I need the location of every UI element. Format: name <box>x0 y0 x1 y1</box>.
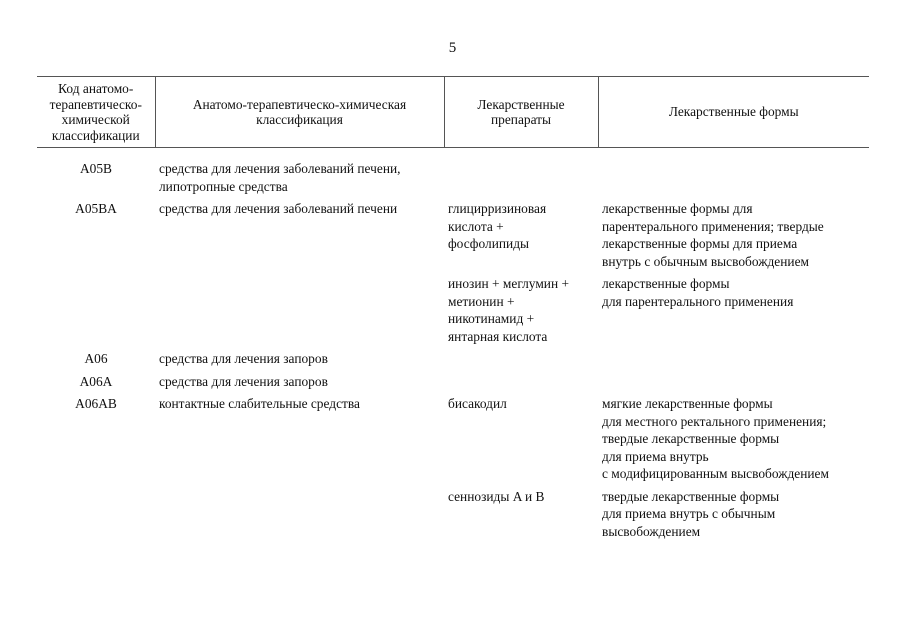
drug-classification-table <box>37 76 869 545</box>
atc-code-cell: A06 <box>84 351 108 366</box>
dosage-form-cell <box>598 148 869 201</box>
page-number: 5 <box>448 40 457 56</box>
table-header <box>37 77 869 148</box>
table-row <box>37 488 869 546</box>
classification-cell: средства для лечения заболеваний печени <box>159 201 398 216</box>
drug-cell: инозин + меглумин + метионин + никотинамид + янтарная кислота <box>448 276 570 344</box>
atc-code-cell <box>37 275 155 350</box>
classification-cell <box>155 275 444 350</box>
drug-cell: сеннозиды A и B <box>448 488 545 504</box>
drug-cell <box>444 373 598 396</box>
table-row <box>37 350 869 373</box>
table-row <box>37 395 869 488</box>
header-atc-code: Код анатомо- терапевтическо- химической классификации <box>37 77 155 148</box>
dosage-form-cell <box>598 350 869 373</box>
classification-cell: средства для лечения запоров <box>159 373 328 389</box>
table-row <box>37 200 869 275</box>
atc-code-cell: A06A <box>79 373 113 389</box>
atc-code-cell: A06AB <box>75 396 117 411</box>
table-row <box>37 148 869 201</box>
drug-cell <box>444 350 598 373</box>
classification-cell: контактные слабительные средства <box>159 396 360 411</box>
drug-cell <box>444 148 598 201</box>
table-body <box>37 148 869 546</box>
drug-cell: глицирризиновая кислота + фосфолипиды <box>448 201 547 251</box>
classification-cell <box>155 488 444 546</box>
dosage-form-cell: лекарственные формы для парентерального применения; твердые лекарственные формы для приема внутрь с обычным высвобождением <box>602 201 824 269</box>
header-drugs: Лекарственные препараты <box>444 77 598 148</box>
atc-code-cell <box>37 488 155 546</box>
table-header-row <box>37 77 869 148</box>
classification-cell: средства для лечения заболеваний печени, липотропные средства <box>159 161 401 194</box>
atc-code-cell: A05BA <box>75 201 117 216</box>
dosage-form-cell <box>598 373 869 396</box>
header-dosage-forms: Лекарственные формы <box>598 77 869 148</box>
dosage-form-cell: лекарственные формы для парентерального применения <box>602 276 794 309</box>
dosage-form-cell: твердые лекарственные формы для приема внутрь с обычным высвобождением <box>602 488 780 539</box>
table-row <box>37 275 869 350</box>
atc-code-cell: A05B <box>80 161 112 176</box>
classification-cell: средства для лечения запоров <box>159 351 328 366</box>
drug-cell: бисакодил <box>448 396 507 411</box>
table-row <box>37 373 869 396</box>
dosage-form-cell: мягкие лекарственные формы для местного ректального применения; твердые лекарственные формы для приема внутрь с модифицированным высвобождением <box>602 396 829 481</box>
header-atc-classification: Анатомо-терапевтическо-химическая классификация <box>155 77 444 148</box>
